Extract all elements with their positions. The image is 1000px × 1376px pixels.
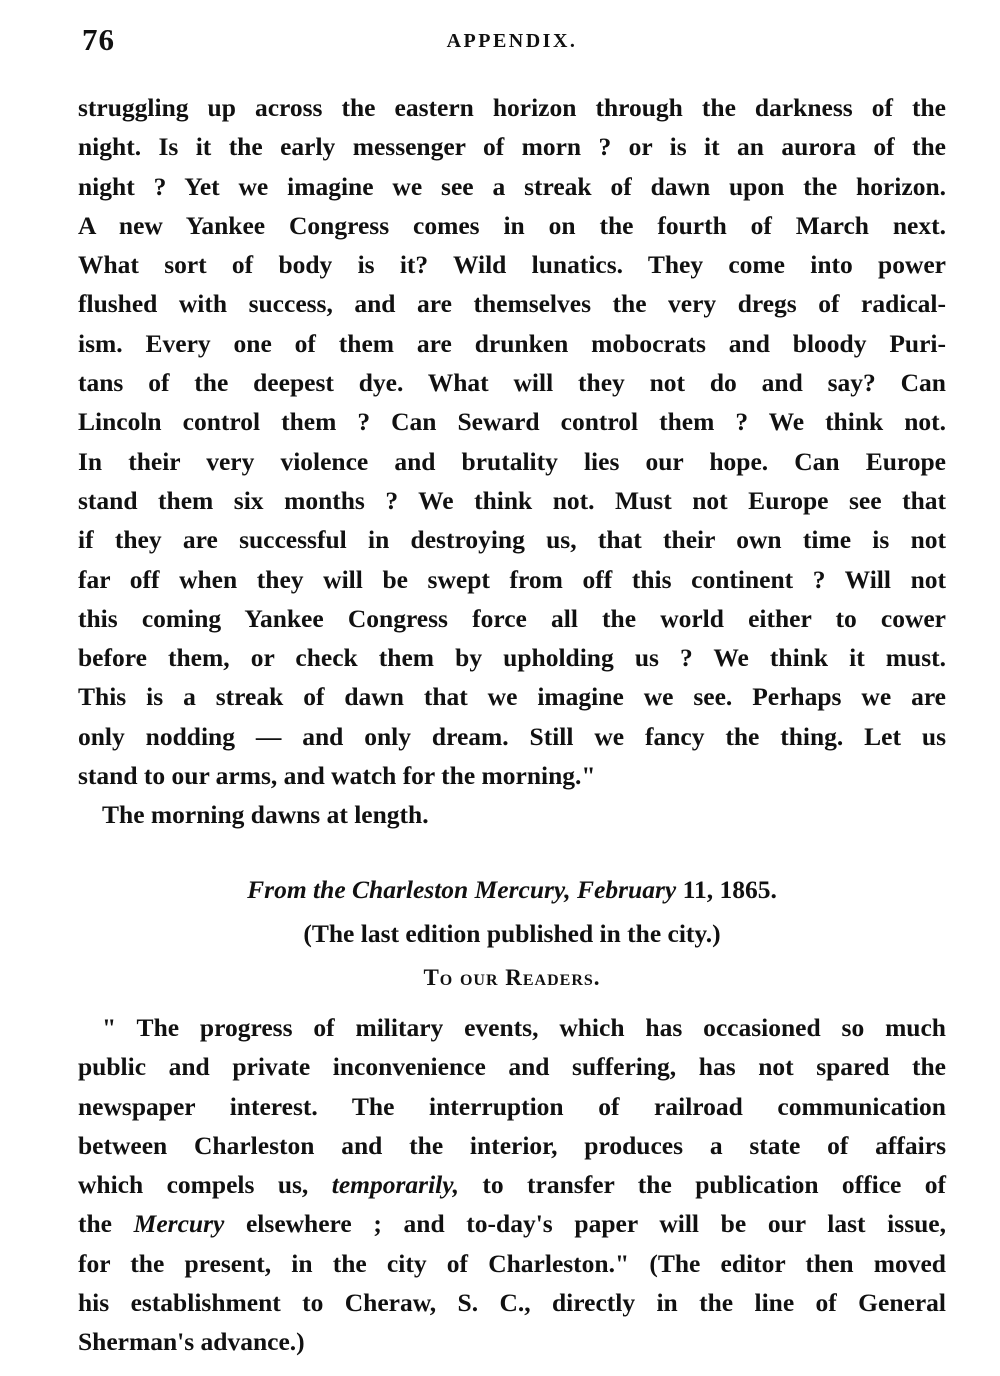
- source-block: [78, 868, 946, 1000]
- text-line: flushed with success, and are themselves the very dregs of radical-: [78, 289, 946, 319]
- source-caption-title: From the Charleston Mercury, February: [247, 875, 677, 904]
- source-caption: [78, 868, 946, 912]
- text-line: ism. Every one of them are drunken mobocrats and bloody Puri-: [78, 328, 946, 358]
- text-line: A new Yankee Congress comes in on the fourth of March next.: [78, 210, 946, 240]
- text-line: this coming Yankee Congress force all the world either to cower: [78, 603, 946, 633]
- source-caption-date: 11, 1865.: [682, 875, 777, 904]
- text-line: for the present, in the city of Charleston." (The editor then moved: [78, 1248, 946, 1278]
- text-line: stand to our arms, and watch for the morning.": [78, 761, 596, 791]
- text-segment: to transfer the publication office of: [459, 1170, 947, 1200]
- text-line: newspaper interest. The interruption of railroad communication: [78, 1091, 946, 1121]
- text-line: This is a streak of dawn that we imagine we see. Perhaps we are: [78, 682, 946, 712]
- text-segment: which compels us,: [78, 1170, 309, 1200]
- text-line: between Charleston and the interior, produces a state of affairs: [78, 1130, 946, 1160]
- text-line: far off when they will be swept from off this continent ? Will not: [78, 564, 946, 594]
- text-line: his establishment to Cheraw, S. C., directly in the line of General: [78, 1288, 946, 1318]
- edition-note: (The last edition published in the city.): [303, 919, 721, 948]
- passage-one: [78, 88, 946, 835]
- italic-word: temporarily,: [331, 1170, 459, 1200]
- text-line: if they are successful in destroying us, that their own time is not: [78, 525, 946, 555]
- text-line: " The progress of military events, which has occasioned so much: [102, 1013, 946, 1042]
- page-number: 76: [82, 22, 115, 57]
- text-line: tans of the deepest dye. What will they not do and say? Can: [78, 368, 946, 398]
- passage-two: [78, 1008, 946, 1362]
- running-head: APPENDIX.: [446, 30, 578, 52]
- text-line: In their very violence and brutality lies our hope. Can Europe: [78, 446, 946, 476]
- text-line: public and private inconvenience and suffering, has not spared the: [78, 1052, 946, 1082]
- text-line: [78, 1165, 946, 1204]
- text-line: before them, or check them by upholding us ? We think it must.: [78, 643, 946, 673]
- closing-line: The morning dawns at length.: [102, 800, 429, 830]
- text-line: Lincoln control them ? Can Seward control them ? We think not.: [78, 407, 946, 437]
- text-segment: the: [78, 1209, 134, 1239]
- text-line: only nodding — and only dream. Still we fancy the thing. Let us: [78, 721, 946, 751]
- section-heading: To our Readers.: [423, 965, 601, 990]
- text-line: struggling up across the eastern horizon through the darkness of the: [78, 93, 946, 122]
- page-header: [78, 22, 946, 62]
- text-segment: elsewhere ; and to-day's paper will be our last issue,: [224, 1209, 946, 1239]
- text-line: stand them six months ? We think not. Must not Europe see that: [78, 485, 946, 515]
- text-line: [78, 1204, 946, 1243]
- italic-word: Mercury: [133, 1209, 225, 1239]
- text-line: Sherman's advance.): [78, 1327, 305, 1357]
- text-line: night. Is it the early messenger of morn ? or is it an aurora of the: [78, 132, 946, 162]
- text-line: What sort of body is it? Wild lunatics. They come into power: [78, 250, 946, 280]
- text-line: night ? Yet we imagine we see a streak of dawn upon the horizon.: [78, 171, 946, 201]
